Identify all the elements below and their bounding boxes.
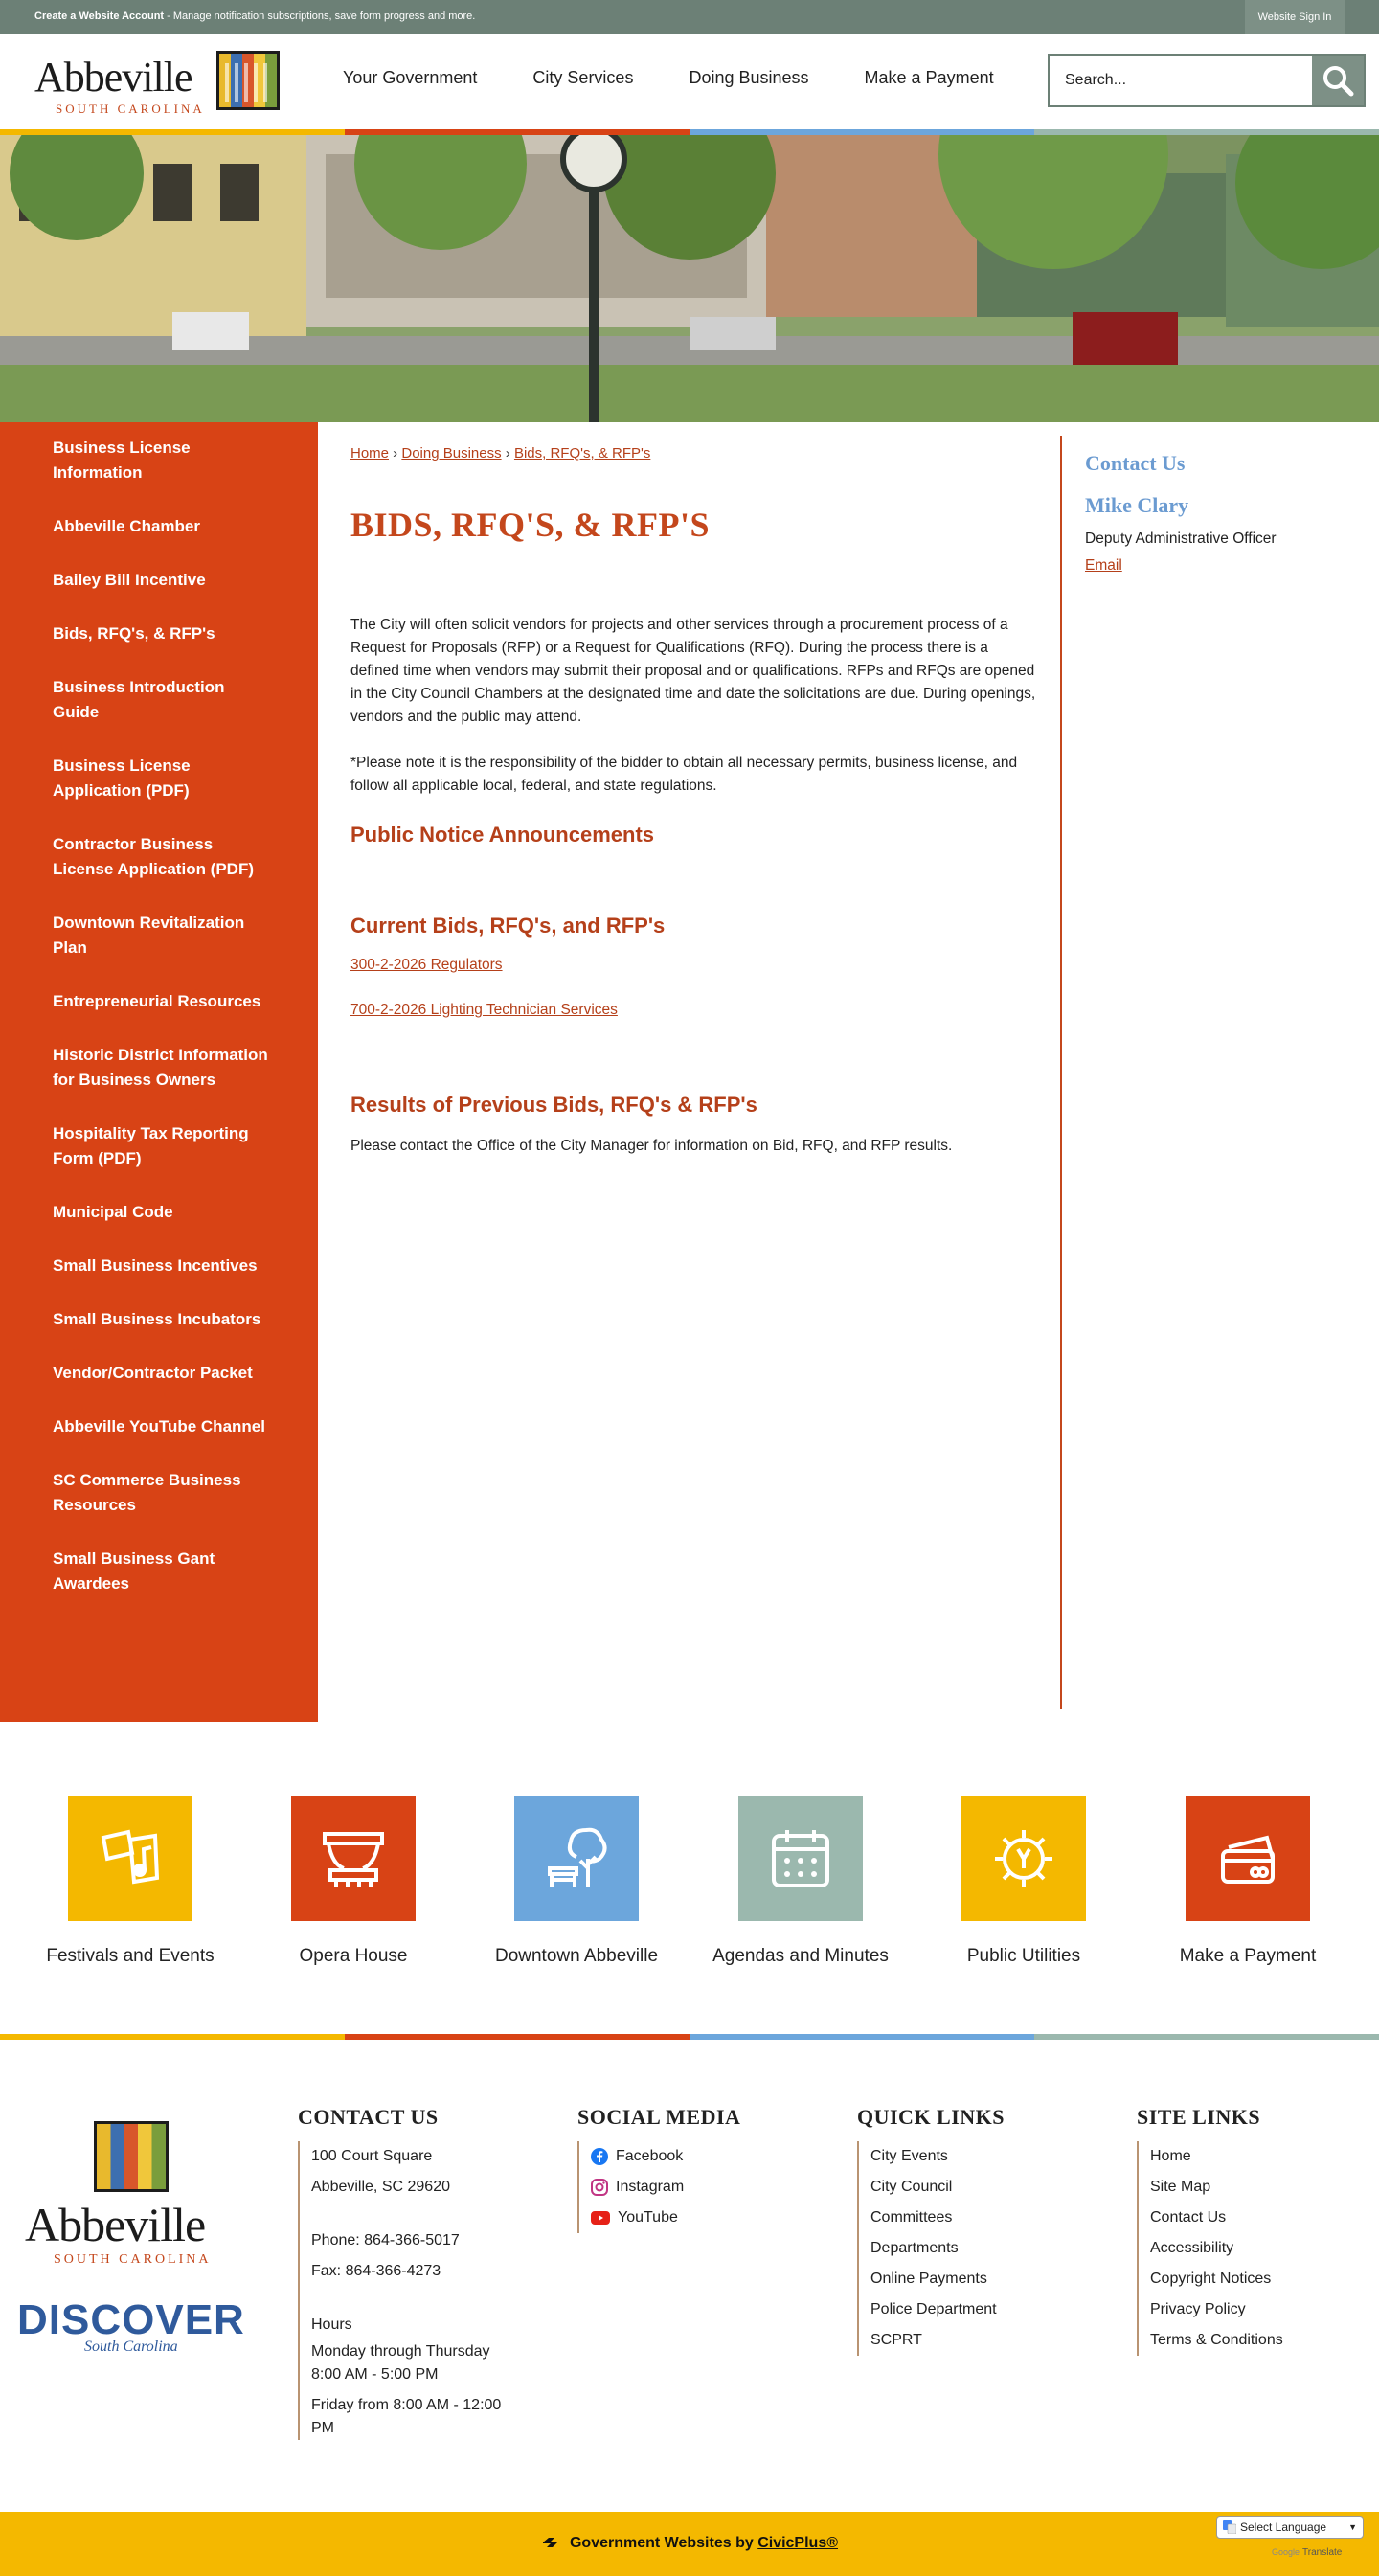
google-translate-icon [1223, 2520, 1236, 2534]
sidebar-item-contractor-business-license[interactable]: Contractor Business License Application (PDF) [53, 835, 255, 878]
footer-social-label: Instagram [616, 2179, 685, 2195]
sidebar-item-abbeville-chamber[interactable]: Abbeville Chamber [53, 517, 200, 535]
sidebar-item-vendor-contractor-packet[interactable]: Vendor/Contractor Packet [53, 1364, 253, 1382]
site-header [0, 34, 1379, 131]
doc-link-lighting-technician-services[interactable]: 700-2-2026 Lighting Technician Services [350, 1002, 618, 1018]
footer-contact-us [298, 2105, 528, 2440]
calendar-icon [762, 1820, 839, 1897]
account-message [34, 11, 475, 22]
logo-subtitle: SOUTH CAROLINA [56, 102, 205, 116]
tile-icon-box [68, 1796, 192, 1921]
sidebar-item-small-business-gant-awardees[interactable]: Small Business Gant Awardees [53, 1549, 215, 1593]
chevron-down-icon: ▼ [1348, 2522, 1357, 2532]
footer-link-site-map[interactable]: Site Map [1150, 2179, 1211, 2195]
tile-icon-box [738, 1796, 863, 1921]
website-sign-in-button[interactable]: Website Sign In [1245, 0, 1345, 34]
nav-doing-business[interactable]: Doing Business [689, 68, 809, 87]
sidebar-item-entrepreneurial-resources[interactable]: Entrepreneurial Resources [53, 992, 261, 1010]
footer-link-city-council[interactable]: City Council [870, 2179, 953, 2195]
theater-icon [315, 1820, 392, 1897]
footer-quick-links-heading: QUICK LINKS [857, 2105, 1006, 2129]
music-icon [92, 1820, 169, 1897]
contact-divider [1060, 436, 1062, 1709]
tile-label: Opera House [299, 1946, 408, 1966]
main-nav [326, 68, 1011, 88]
sidebar-item-business-license-information[interactable]: Business License Information [53, 439, 191, 482]
footer-link-police-department[interactable]: Police Department [870, 2301, 997, 2317]
sidebar-item-business-license-application[interactable]: Business License Application (PDF) [53, 757, 191, 800]
breadcrumb-doing-business[interactable]: Doing Business [401, 445, 502, 462]
footer-address-line2: Abbeville, SC 29620 [311, 2179, 450, 2195]
contact-email-link[interactable]: Email [1085, 557, 1122, 574]
civicplus-prefix: Government Websites by [569, 2535, 758, 2551]
footer-link-scprt[interactable]: SCPRT [870, 2332, 922, 2348]
footer-phone[interactable]: Phone: 864-366-5017 [311, 2232, 460, 2248]
search-box [1048, 54, 1366, 107]
tile-public-utilities[interactable] [918, 1796, 1129, 1967]
tile-icon-box [1186, 1796, 1310, 1921]
sidebar-item-abbeville-youtube-channel[interactable]: Abbeville YouTube Channel [53, 1417, 265, 1435]
nav-your-government[interactable]: Your Government [343, 68, 478, 87]
footer-link-committees[interactable]: Committees [870, 2209, 953, 2226]
footer-social-media [577, 2105, 740, 2233]
footer-hours-friday: Friday from 8:00 AM - 12:00 [311, 2397, 502, 2413]
civicplus-logo-icon [541, 2536, 562, 2549]
footer-link-contact-us[interactable]: Contact Us [1150, 2209, 1227, 2226]
quick-links-tiles [0, 1796, 1379, 1988]
discover-subtitle: South Carolina [84, 2339, 178, 2355]
footer-site-links-heading: SITE LINKS [1137, 2105, 1261, 2129]
footer-hours-label: Hours [311, 2316, 352, 2333]
tile-label: Public Utilities [966, 1946, 1081, 1966]
civicplus-credit [0, 2535, 1379, 2552]
contact-us-heading: Contact Us [1085, 451, 1186, 475]
instagram-icon [591, 2179, 608, 2196]
logo-wordmark: Abbeville [34, 54, 192, 101]
language-select-label: Select Language [1240, 2520, 1327, 2534]
discover-south-carolina-logo[interactable] [17, 2296, 247, 2363]
footer-contact-heading: CONTACT US [298, 2105, 439, 2129]
public-notice-heading: Public Notice Announcements [350, 823, 655, 847]
footer-quick-links [857, 2105, 1005, 2356]
footer-social-label: Facebook [616, 2148, 684, 2164]
footer-fax: Fax: 864-366-4273 [311, 2263, 441, 2279]
breadcrumb [350, 445, 650, 462]
footer-hours-weekdays: Monday through Thursday [311, 2343, 490, 2360]
breadcrumb-separator: › [501, 445, 514, 462]
sidebar-item-bailey-bill-incentive[interactable]: Bailey Bill Incentive [53, 571, 206, 589]
hero-banner-image [0, 135, 1379, 422]
footer-social-label: YouTube [618, 2209, 678, 2226]
footer-link-departments[interactable]: Departments [870, 2240, 959, 2256]
footer-logo-wordmark: Abbeville [25, 2198, 206, 2251]
tile-icon-box [961, 1796, 1086, 1921]
nav-make-a-payment[interactable]: Make a Payment [864, 68, 994, 87]
tile-icon-box [514, 1796, 639, 1921]
tile-label: Downtown Abbeville [494, 1946, 659, 1966]
tile-downtown-abbeville[interactable] [471, 1796, 682, 1967]
gear-wrench-icon [985, 1820, 1062, 1897]
google-logo-icon: Google [1272, 2547, 1300, 2557]
translate-label: Translate [1302, 2547, 1343, 2558]
footer-instagram-link[interactable] [591, 2172, 740, 2203]
search-icon [1322, 64, 1354, 97]
bidder-note-paragraph: *Please note it is the responsibility of the bidder to obtain all necessary permits, business license, and follow all applicable local, federal, and state regulations. [350, 755, 1018, 794]
footer-logo-subtitle: SOUTH CAROLINA [54, 2252, 212, 2267]
credit-card-icon [1209, 1820, 1286, 1897]
footer-link-copyright-notices[interactable]: Copyright Notices [1150, 2271, 1272, 2287]
sidebar-item-hospitality-tax-reporting-form[interactable]: Hospitality Tax Reporting Form (PDF) [53, 1124, 249, 1167]
intro-paragraph: The City will often solicit vendors for projects and other services through a procurement process of a Request for Proposals (RFP) or a Request for Qualifications (RFQ). During the process there is a defined time when vendors may submit their proposal and or qualifications. RFPs and RFQs are opened in the City Council Chambers at the designated time and date the solicitations are due. During openings, vendors and the public may attend. [350, 617, 1036, 725]
tile-label: Festivals and Events [46, 1946, 215, 1966]
google-translate-credit[interactable] [1272, 2547, 1342, 2558]
sidebar-nav [0, 422, 318, 1722]
footer-link-city-events[interactable]: City Events [870, 2148, 948, 2164]
tile-icon-box [291, 1796, 416, 1921]
contact-role: Deputy Administrative Officer [1085, 531, 1277, 547]
footer-link-terms-conditions[interactable]: Terms & Conditions [1150, 2332, 1283, 2348]
breadcrumb-separator: › [389, 445, 402, 462]
sidebar-item-historic-district-information[interactable]: Historic District Information for Business Owners [53, 1046, 268, 1089]
youtube-icon [591, 2210, 610, 2226]
search-button[interactable] [1312, 56, 1364, 105]
civicplus-footer-bar [0, 2512, 1379, 2576]
create-account-link[interactable]: Create a Website Account [34, 11, 165, 22]
results-heading: Results of Previous Bids, RFQ's & RFP's [350, 1093, 757, 1117]
facebook-icon [591, 2148, 608, 2165]
results-paragraph: Please contact the Office of the City Manager for information on Bid, RFQ, and RFP results. [350, 1138, 953, 1154]
park-bench-icon [538, 1820, 615, 1897]
footer-facebook-link[interactable] [591, 2141, 740, 2172]
page-title: BIDS, RFQ'S, & RFP'S [350, 506, 711, 544]
tile-label: Make a Payment [1179, 1946, 1317, 1966]
sidebar-item-bids-rfqs-rfps[interactable]: Bids, RFQ's, & RFP's [53, 624, 215, 643]
footer-logo-building-icon [94, 2121, 169, 2192]
breadcrumb-current[interactable]: Bids, RFQ's, & RFP's [513, 445, 651, 462]
tile-agendas-and-minutes[interactable] [695, 1796, 906, 1967]
account-message-text: - Manage notification subscriptions, save form progress and more. [164, 11, 476, 22]
footer-site-links [1137, 2105, 1283, 2356]
footer-youtube-link[interactable] [591, 2203, 740, 2233]
sidebar-item-small-business-incentives[interactable]: Small Business Incentives [53, 1256, 258, 1275]
tile-festivals-and-events[interactable] [25, 1796, 236, 1967]
sidebar-item-sc-commerce-business-resources[interactable]: SC Commerce Business Resources [53, 1471, 241, 1514]
sidebar-item-downtown-revitalization-plan[interactable]: Downtown Revitalization Plan [53, 914, 245, 957]
tile-label: Agendas and Minutes [712, 1946, 889, 1966]
sidebar-item-business-introduction-guide[interactable]: Business Introduction Guide [53, 678, 225, 721]
language-select[interactable] [1216, 2516, 1364, 2539]
footer-social-heading: SOCIAL MEDIA [577, 2105, 741, 2129]
doc-link-regulators[interactable]: 300-2-2026 Regulators [350, 957, 503, 973]
tile-make-a-payment[interactable] [1142, 1796, 1353, 1967]
discover-wordmark: DISCOVER [17, 2296, 245, 2343]
sidebar-item-municipal-code[interactable]: Municipal Code [53, 1203, 173, 1221]
footer-hours-friday-end: PM [311, 2420, 334, 2436]
abbeville-logo[interactable] [34, 49, 293, 118]
top-utility-bar [0, 0, 1379, 34]
color-stripe-footer [0, 2034, 1379, 2040]
footer-address-line1: 100 Court Square [311, 2148, 433, 2164]
footer-link-online-payments[interactable]: Online Payments [870, 2271, 987, 2287]
footer-link-home[interactable]: Home [1150, 2148, 1191, 2164]
current-bids-heading: Current Bids, RFQ's, and RFP's [350, 914, 666, 938]
breadcrumb-home[interactable]: Home [350, 445, 390, 462]
search-input[interactable] [1050, 56, 1314, 105]
civicplus-link[interactable]: CivicPlus® [757, 2535, 839, 2551]
sidebar-item-small-business-incubators[interactable]: Small Business Incubators [53, 1310, 261, 1328]
footer-abbeville-logo[interactable] [19, 2116, 249, 2270]
logo-building-icon [216, 51, 280, 110]
footer-link-privacy-policy[interactable]: Privacy Policy [1150, 2301, 1246, 2317]
tile-opera-house[interactable] [248, 1796, 459, 1967]
nav-city-services[interactable]: City Services [532, 68, 634, 87]
footer-link-accessibility[interactable]: Accessibility [1150, 2240, 1234, 2256]
footer-hours-weekdays-time: 8:00 AM - 5:00 PM [311, 2366, 439, 2383]
contact-name: Mike Clary [1085, 493, 1189, 517]
